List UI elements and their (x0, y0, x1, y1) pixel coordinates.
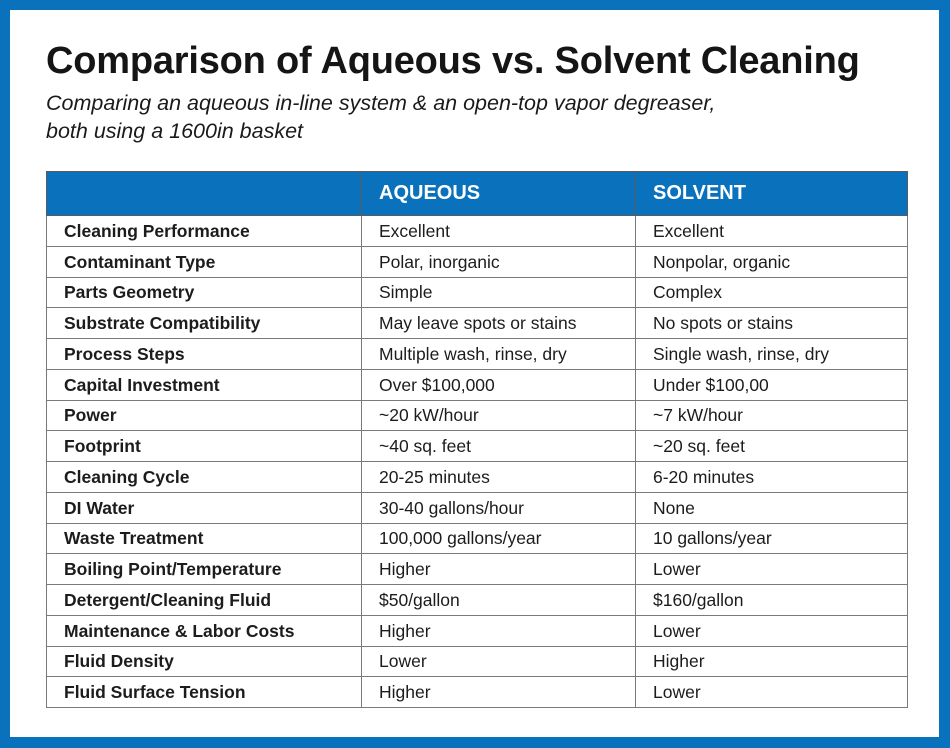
row-label: Fluid Surface Tension (47, 677, 362, 708)
solvent-value: No spots or stains (636, 308, 908, 339)
table-row (47, 492, 908, 523)
page-subtitle (46, 89, 886, 145)
solvent-value: Complex (636, 277, 908, 308)
table-row (47, 585, 908, 616)
aqueous-value: Lower (362, 646, 636, 677)
solvent-value: $160/gallon (636, 585, 908, 616)
solvent-value: Higher (636, 646, 908, 677)
row-label: Footprint (47, 431, 362, 462)
row-label: Substrate Compatibility (47, 308, 362, 339)
table-row (47, 216, 908, 247)
row-label: Maintenance & Labor Costs (47, 615, 362, 646)
aqueous-value: Excellent (362, 216, 636, 247)
header-cell-solvent: SOLVENT (636, 172, 908, 216)
table-row (47, 462, 908, 493)
row-label: Capital Investment (47, 369, 362, 400)
header-cell-attribute (47, 172, 362, 216)
aqueous-value: ~20 kW/hour (362, 400, 636, 431)
row-label: Power (47, 400, 362, 431)
aqueous-value: Simple (362, 277, 636, 308)
row-label: Process Steps (47, 339, 362, 370)
page-title: Comparison of Aqueous vs. Solvent Cleaning (46, 40, 860, 82)
aqueous-value: Over $100,000 (362, 369, 636, 400)
subtitle-line-2: both using a 1600in basket (46, 119, 304, 143)
table-row (47, 431, 908, 462)
row-label: Boiling Point/Temperature (47, 554, 362, 585)
row-label: Contaminant Type (47, 246, 362, 277)
aqueous-value: 100,000 gallons/year (362, 523, 636, 554)
aqueous-value: 20-25 minutes (362, 462, 636, 493)
aqueous-value: $50/gallon (362, 585, 636, 616)
table-row (47, 646, 908, 677)
table-body (47, 216, 908, 708)
aqueous-value: ~40 sq. feet (362, 431, 636, 462)
row-label: Detergent/Cleaning Fluid (47, 585, 362, 616)
aqueous-value: 30-40 gallons/hour (362, 492, 636, 523)
aqueous-value: Multiple wash, rinse, dry (362, 339, 636, 370)
row-label: Parts Geometry (47, 277, 362, 308)
solvent-value: Nonpolar, organic (636, 246, 908, 277)
solvent-value: Excellent (636, 216, 908, 247)
table-row (47, 246, 908, 277)
aqueous-value: Higher (362, 677, 636, 708)
header-cell-aqueous: AQUEOUS (362, 172, 636, 216)
table-row (47, 369, 908, 400)
solvent-value: 6-20 minutes (636, 462, 908, 493)
table-row (47, 554, 908, 585)
table-row (47, 277, 908, 308)
table-row (47, 400, 908, 431)
comparison-table (46, 171, 908, 708)
solvent-value: Lower (636, 677, 908, 708)
table-header (47, 172, 908, 216)
solvent-value: Lower (636, 615, 908, 646)
table-row (47, 308, 908, 339)
solvent-value: Lower (636, 554, 908, 585)
solvent-value: Under $100,00 (636, 369, 908, 400)
table-row (47, 339, 908, 370)
aqueous-value: May leave spots or stains (362, 308, 636, 339)
row-label: Cleaning Cycle (47, 462, 362, 493)
aqueous-value: Higher (362, 615, 636, 646)
solvent-value: ~7 kW/hour (636, 400, 908, 431)
solvent-value: ~20 sq. feet (636, 431, 908, 462)
row-label: Fluid Density (47, 646, 362, 677)
row-label: DI Water (47, 492, 362, 523)
solvent-value: Single wash, rinse, dry (636, 339, 908, 370)
solvent-value: None (636, 492, 908, 523)
row-label: Cleaning Performance (47, 216, 362, 247)
header-row (47, 172, 908, 216)
subtitle-line-1: Comparing an aqueous in-line system & an open-top vapor degreaser, (46, 91, 716, 115)
table-row (47, 615, 908, 646)
table-row (47, 677, 908, 708)
table-row (47, 523, 908, 554)
aqueous-value: Polar, inorganic (362, 246, 636, 277)
solvent-value: 10 gallons/year (636, 523, 908, 554)
aqueous-value: Higher (362, 554, 636, 585)
row-label: Waste Treatment (47, 523, 362, 554)
